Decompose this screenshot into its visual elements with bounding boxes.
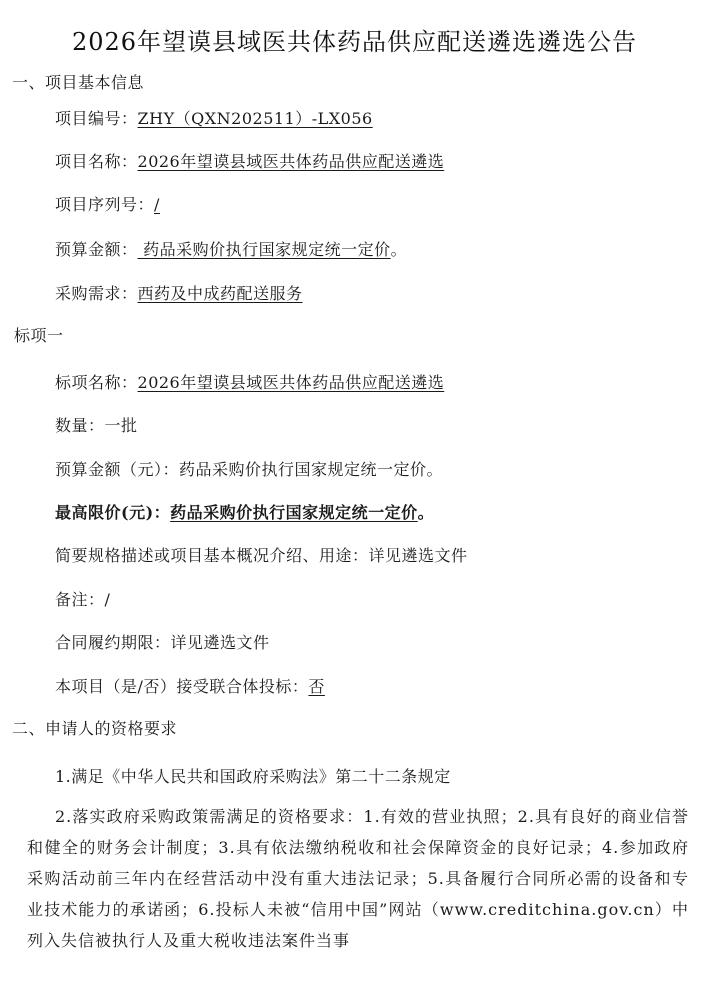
field-label: 本项目（是/否）接受联合体投标： — [55, 677, 309, 696]
qualification-item-1: 1.满足《中华人民共和国政府采购法》第二十二条规定 — [55, 767, 451, 786]
project-number-row — [55, 106, 373, 129]
field-label: 标项名称： — [55, 373, 138, 392]
lot-budget: 预算金额（元）：药品采购价执行国家规定统一定价。 — [55, 460, 444, 479]
procurement-need-row — [55, 281, 303, 304]
lot-quantity: 数量：一批 — [55, 416, 138, 435]
max-price-row — [55, 500, 434, 523]
field-label: 最高限价(元)： — [55, 503, 171, 522]
field-label: 项目名称： — [55, 152, 138, 171]
field-label: 项目序列号： — [55, 195, 155, 214]
field-label: 预算金额： — [55, 240, 138, 259]
page-title: 2026年望谟县域医共体药品供应配送遴选遴选公告 — [71, 28, 638, 56]
max-price-tail: 。 — [417, 503, 435, 522]
project-name-value: 2026年望谟县域医共体药品供应配送遴选 — [137, 152, 445, 171]
field-label: 采购需求： — [55, 284, 138, 303]
qualification-item-2: 2.落实政府采购政策需满足的资格要求：1.有效的营业执照；2.具有良好的商业信誉和健全的财务会计制度；3.具有依法缴纳税收和社会保障资金的良好记录；4.参加政府采购活动前三年内在经营活动中没有重大违法记录；5.具备履行合同所必需的设备和专业技术能力的承诺函；6.投标人未被“信用中国”网站（www.creditchina.gov.cn）中列入失信被执行人及重大税收违法案件当事 — [27, 807, 689, 950]
project-name-row — [55, 149, 444, 172]
contract-period: 合同履约期限：详见遴选文件 — [55, 633, 270, 652]
max-price-value: 药品采购价执行国家规定统一定价 — [170, 503, 418, 522]
lot-name-row — [55, 370, 444, 393]
project-number-value: ZHY（QXN202511）-LX056 — [137, 109, 373, 128]
consortium-value: 否 — [308, 677, 325, 696]
section-heading-qualification: 二、申请人的资格要求 — [12, 719, 178, 738]
budget-value: 药品采购价执行国家规定统一定价 — [137, 240, 391, 259]
project-serial-row — [55, 192, 160, 215]
procurement-need-value: 西药及中成药配送服务 — [137, 284, 303, 303]
lot-heading: 标项一 — [14, 326, 64, 345]
field-label: 项目编号： — [55, 109, 138, 128]
budget-row — [55, 237, 407, 260]
budget-tail: 。 — [390, 240, 408, 259]
consortium-row — [55, 674, 325, 697]
lot-description: 简要规格描述或项目基本概况介绍、用途：详见遴选文件 — [55, 546, 468, 565]
lot-remark: 备注：/ — [55, 590, 111, 609]
section-heading-basic-info: 一、项目基本信息 — [12, 73, 145, 92]
lot-name-value: 2026年望谟县域医共体药品供应配送遴选 — [137, 373, 445, 392]
project-serial-value: / — [154, 195, 160, 214]
